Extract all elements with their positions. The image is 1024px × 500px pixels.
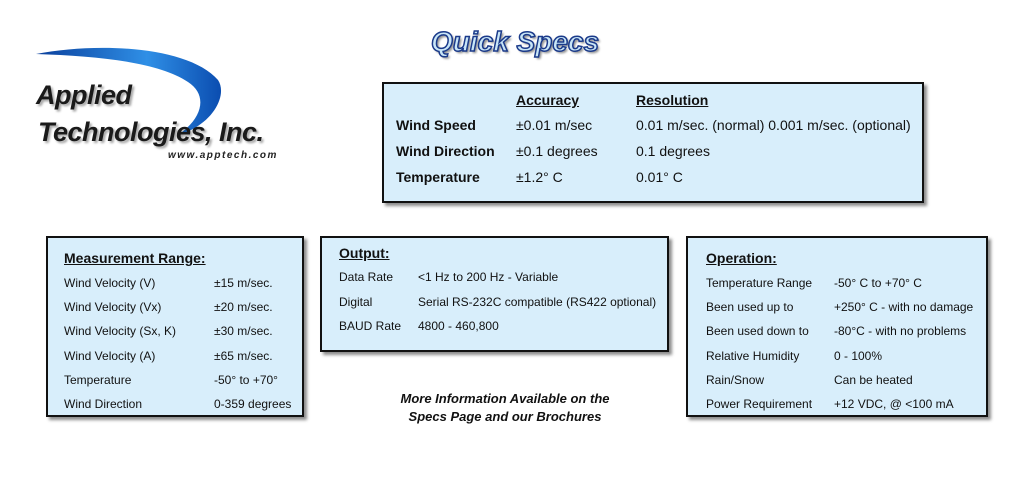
row-value: 0-359 degrees	[214, 397, 292, 411]
row-value: ±15 m/sec.	[214, 276, 273, 290]
quick-specs-panel	[382, 82, 924, 203]
wind-direction-label: Wind Direction	[396, 143, 495, 159]
wind-speed-accuracy: ±0.01 m/sec	[516, 117, 593, 133]
list-item	[706, 324, 980, 340]
list-item	[706, 373, 980, 389]
row-key: Been used up to	[706, 300, 794, 314]
row-key: Data Rate	[339, 270, 394, 284]
row-key: Wind Velocity (Vx)	[64, 300, 162, 314]
row-key: Rain/Snow	[706, 373, 765, 387]
list-item	[706, 300, 980, 316]
row-value: Serial RS-232C compatible (RS422 optional)	[418, 295, 657, 309]
page-title: Quick Specs	[430, 26, 600, 57]
list-item	[64, 324, 296, 340]
list-item	[64, 300, 296, 316]
list-item	[706, 276, 980, 292]
wind-direction-resolution: 0.1 degrees	[636, 143, 710, 159]
list-item	[339, 270, 661, 286]
wind-speed-resolution: 0.01 m/sec. (normal) 0.001 m/sec. (optional)	[636, 117, 911, 133]
accuracy-header: Accuracy	[516, 92, 580, 108]
row-key: Temperature	[64, 373, 132, 387]
list-item	[64, 373, 296, 389]
row-value: ±65 m/sec.	[214, 349, 273, 363]
row-value: +250° C - with no damage	[834, 300, 974, 314]
temperature-label: Temperature	[396, 169, 480, 185]
row-value: <1 Hz to 200 Hz - Variable	[418, 270, 559, 284]
logo-line2: Technologies, Inc.	[38, 117, 264, 147]
list-item	[64, 349, 296, 365]
row-key: Relative Humidity	[706, 349, 800, 363]
row-value: 4800 - 460,800	[418, 319, 499, 333]
more-info-text	[370, 390, 640, 426]
list-item	[706, 349, 980, 365]
operation-panel	[686, 236, 988, 417]
company-logo	[28, 40, 298, 175]
list-item	[339, 319, 661, 335]
output-panel	[320, 236, 669, 352]
more-info-line2: Specs Page and our Brochures	[408, 409, 602, 424]
temperature-resolution: 0.01° C	[636, 169, 683, 185]
more-info-line1: More Information Available on the	[400, 391, 610, 406]
list-item	[64, 276, 296, 292]
row-value: -50° to +70°	[214, 373, 278, 387]
row-key: BAUD Rate	[339, 319, 402, 333]
row-key: Wind Velocity (A)	[64, 349, 156, 363]
row-value: 0 - 100%	[834, 349, 883, 363]
row-key: Been used down to	[706, 324, 809, 338]
logo-url: www.apptech.com	[168, 150, 278, 161]
operation-title: Operation:	[706, 250, 777, 266]
row-key: Wind Direction	[64, 397, 143, 411]
row-value: ±20 m/sec.	[214, 300, 273, 314]
row-value: +12 VDC, @ <100 mA	[834, 397, 954, 411]
output-title: Output:	[339, 245, 390, 261]
measurement-range-panel	[46, 236, 304, 417]
row-key: Wind Velocity (V)	[64, 276, 156, 290]
resolution-header: Resolution	[636, 92, 709, 108]
row-value: ±30 m/sec.	[214, 324, 273, 338]
list-item	[64, 397, 296, 413]
temperature-accuracy: ±1.2° C	[516, 169, 563, 185]
row-key: Temperature Range	[706, 276, 813, 290]
row-value: -80°C - with no problems	[834, 324, 967, 338]
row-key: Wind Velocity (Sx, K)	[64, 324, 177, 338]
row-value: Can be heated	[834, 373, 913, 387]
row-value: -50° C to +70° C	[834, 276, 922, 290]
wind-speed-label: Wind Speed	[396, 117, 476, 133]
list-item	[706, 397, 980, 413]
logo-line1: Applied	[36, 80, 132, 110]
row-key: Power Requirement	[706, 397, 813, 411]
list-item	[339, 295, 661, 311]
row-key: Digital	[339, 295, 373, 309]
wind-direction-accuracy: ±0.1 degrees	[516, 143, 598, 159]
measurement-range-title: Measurement Range:	[64, 250, 206, 266]
